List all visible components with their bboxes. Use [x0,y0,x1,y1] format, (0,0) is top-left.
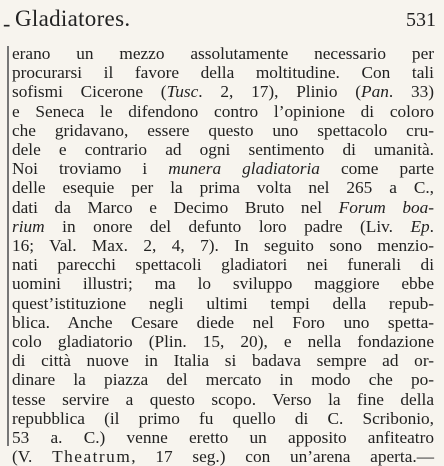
running-title: Gladiatores. [15,6,131,31]
italic-text: munera gladiatoria [168,159,320,179]
text-segment: . [429,216,434,236]
text-line [12,428,434,447]
text-segment: tesse servire a questo scopo. Verso la fine della [12,389,434,409]
text-line [12,447,434,466]
text-segment: delle esequie per la prima volta nel 265 a C., [12,178,434,198]
text-segment: nati parecchi spettacoli gladiatori nei funerali di [12,255,434,275]
text-segment: dele e contrario ad ogni sentimento di umanità. [12,140,434,160]
italic-text: Ep [410,216,430,236]
page-number: 531 [406,9,436,31]
text-line [12,370,434,389]
text-segment: procurarsi il favore della moltitudine. Con tali [12,63,434,83]
text-segment: e Seneca le difendono contro l’opinione di coloro [12,101,434,121]
text-line [12,409,434,428]
body-text [12,44,434,466]
text-line [12,294,434,313]
text-line [12,390,434,409]
text-segment: 16; Val. Max. 2, 4, 7). In seguito sono menzio- [12,236,434,256]
text-line [12,255,434,274]
text-segment: (V. [12,447,53,466]
text-segment: , 17 seg.) con un’arena aperta.— [131,447,434,466]
text-segment: 53 a. C.) venne eretto un apposito anfiteatro [12,428,434,448]
text-segment: come parte [319,159,434,179]
text-segment: Noi troviamo i [12,159,169,179]
italic-text: Pan [361,82,389,102]
text-line [12,178,434,197]
text-line [12,44,434,63]
text-segment: dinare la piazza del mercato in modo che po- [12,370,434,390]
text-line [12,332,434,351]
text-segment: dati da Marco e Decimo Bruto nel [12,197,339,217]
text-segment: . 2, 17), Plinio ( [198,82,362,102]
spaced-text: Theatrum [52,447,132,466]
text-line [12,102,434,121]
text-line [12,63,434,82]
text-segment: erano un mezzo assolutamente necessario per [12,44,434,63]
text-segment: che gridavano, essere questo uno spettacolo cru- [12,120,434,140]
text-line [12,140,434,159]
header-dash: - [3,11,11,36]
text-line [12,236,434,255]
text-line [12,217,434,236]
text-line [12,274,434,293]
margin-rule [7,46,9,446]
text-segment: blica. Anche Cesare diede nel Foro uno spetta- [12,312,434,332]
text-line [12,198,434,217]
text-segment: uomini illustri; ma lo sviluppo maggiore ebbe [12,274,434,294]
text-segment: in onore del defunto loro padre (Liv. [44,216,411,236]
text-segment: sofismi Cicerone ( [12,82,167,102]
text-line [12,351,434,370]
text-segment: di città nuove in Italia si badava sempre ad or- [12,351,434,371]
text-line [12,313,434,332]
text-segment: colo gladiatorio (Plin. 15, 20), e nella fondazione [12,332,434,352]
italic-text: rium [12,216,45,236]
text-segment: quest’istituzione negli ultimi tempi della repub- [12,293,434,313]
page-header [0,6,444,36]
text-line [12,159,434,178]
text-line [12,82,434,101]
italic-text: Tusc [166,82,199,102]
text-line [12,121,434,140]
text-segment: . 33) [388,82,434,102]
text-segment: repubblica (il primo fu quello di C. Scribonio, [12,408,434,428]
italic-text: Forum boa- [338,197,434,217]
